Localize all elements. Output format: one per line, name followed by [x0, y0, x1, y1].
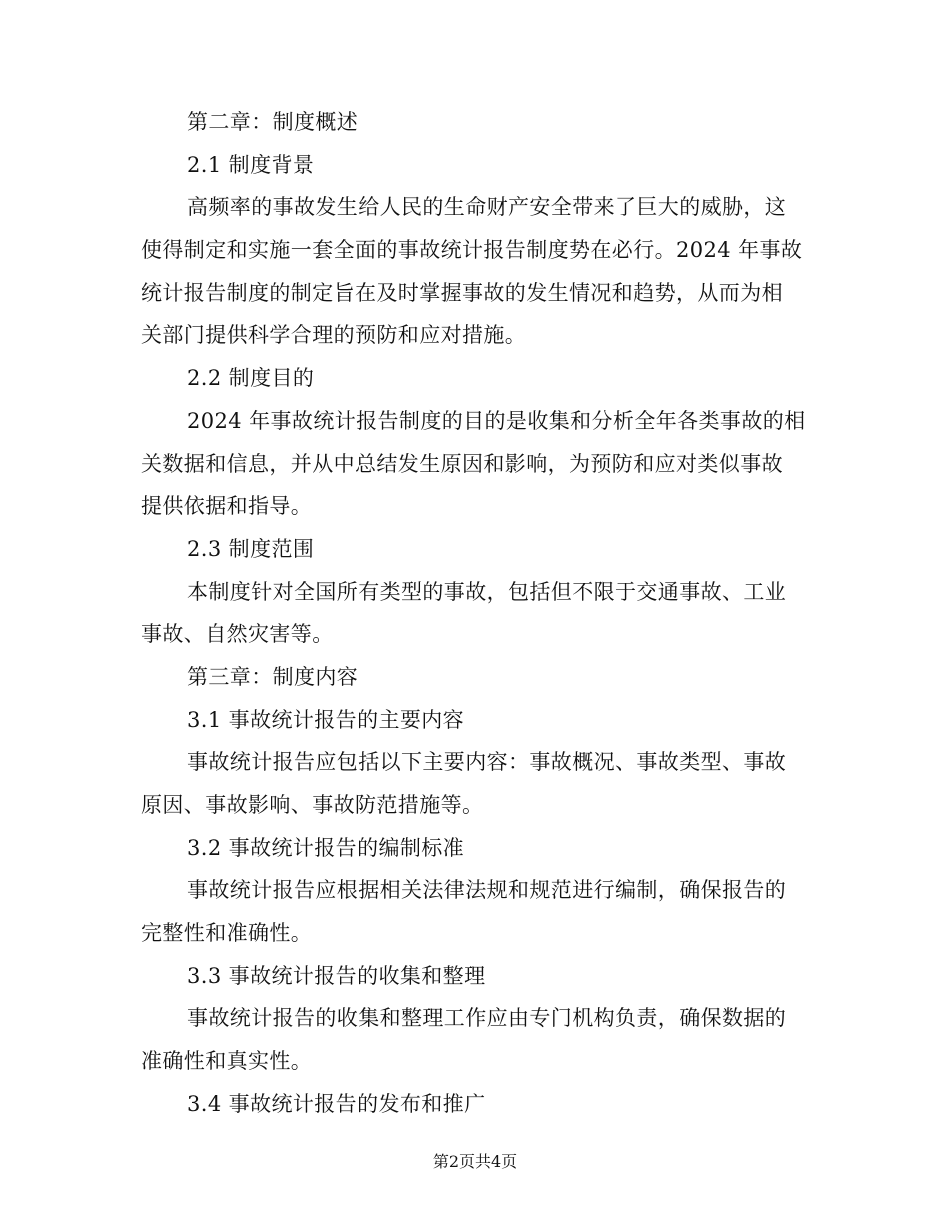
- text-line: 提供依据和指导。: [141, 494, 313, 519]
- text-line: 统计报告制度的制定旨在及时掌握事故的发生情况和趋势，从而为相: [141, 280, 783, 305]
- text-line: 3.3 事故统计报告的收集和整理: [187, 963, 486, 988]
- text-line: 使得制定和实施一套全面的事故统计报告制度势在必行。2024 年事故: [141, 238, 803, 263]
- text-line: 2024 年事故统计报告制度的目的是收集和分析全年各类事故的相: [187, 408, 806, 433]
- text-line: 关部门提供科学合理的预防和应对措施。: [141, 323, 527, 348]
- text-line: 本制度针对全国所有类型的事故，包括但不限于交通事故、工业: [187, 579, 787, 604]
- text-line: 3.4 事故统计报告的发布和推广: [187, 1091, 486, 1116]
- text-line: 事故统计报告的收集和整理工作应由专门机构负责，确保数据的: [187, 1006, 787, 1031]
- text-line: 第三章：制度内容: [187, 664, 359, 689]
- text-line: 2.2 制度目的: [187, 366, 315, 391]
- text-line: 原因、事故影响、事故防范措施等。: [141, 793, 484, 817]
- page-footer: 第2页共4页: [432, 1152, 518, 1171]
- text-line: 2.1 制度背景: [187, 152, 315, 177]
- text-line: 第二章：制度概述: [187, 110, 359, 134]
- text-line: 关数据和信息，并从中总结发生原因和影响，为预防和应对类似事故: [141, 451, 783, 476]
- text-line: 事故统计报告应包括以下主要内容：事故概况、事故类型、事故: [187, 750, 787, 775]
- document-body: [141, 101, 809, 1126]
- text-line: 2.3 制度范围: [187, 536, 315, 561]
- text-line: 准确性和真实性。: [141, 1049, 313, 1074]
- text-line: 事故、自然灾害等。: [141, 622, 334, 647]
- text-line: 完整性和准确性。: [141, 921, 313, 946]
- text-line: 3.2 事故统计报告的编制标准: [187, 835, 465, 860]
- text-line: 事故统计报告应根据相关法律法规和规范进行编制，确保报告的: [187, 878, 787, 903]
- text-line: 高频率的事故发生给人民的生命财产安全带来了巨大的威胁，这: [187, 195, 787, 220]
- text-line: 3.1 事故统计报告的主要内容: [187, 707, 465, 732]
